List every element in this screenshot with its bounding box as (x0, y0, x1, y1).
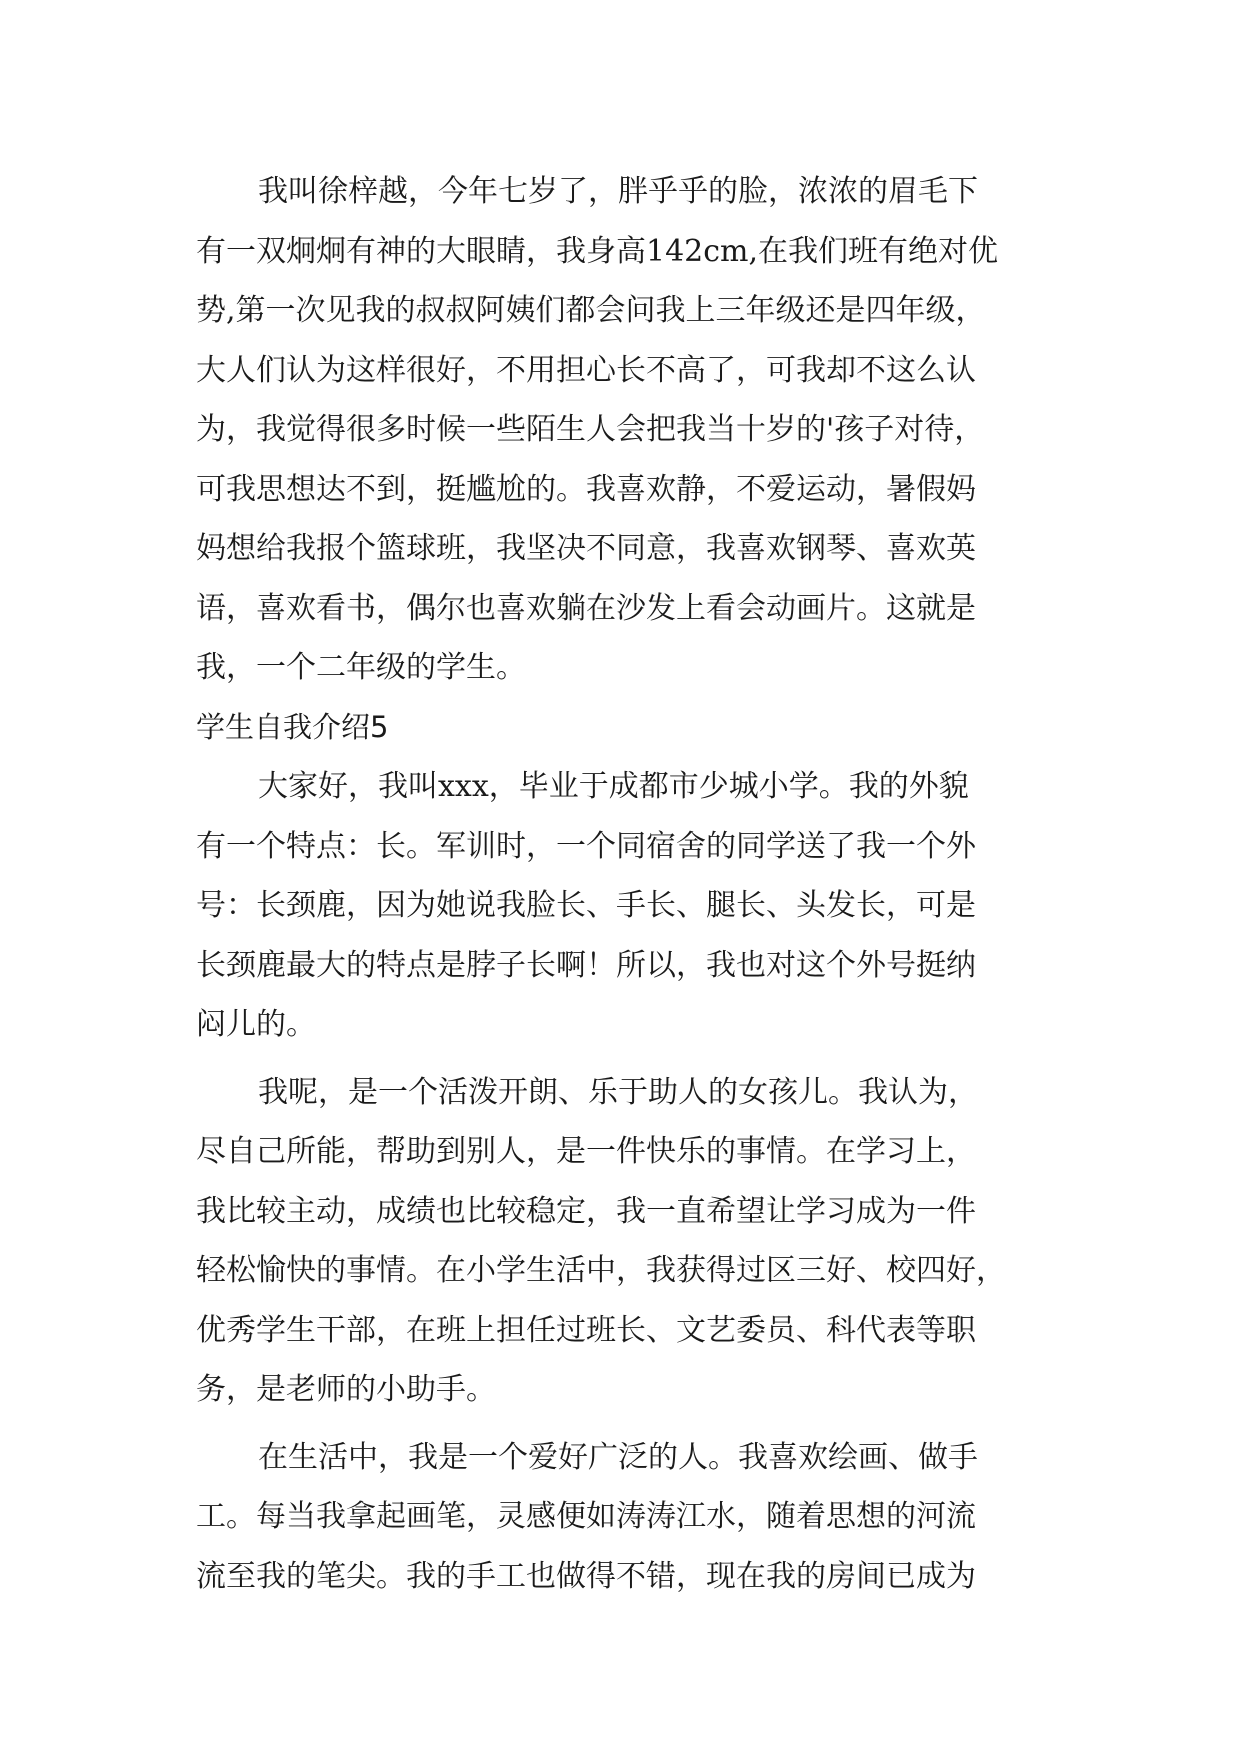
document-body (196, 162, 1096, 1606)
paragraph-spacer (196, 1420, 1096, 1428)
paragraph-line: 优秀学生干部，在班上担任过班长、文艺委员、科代表等职 (196, 1312, 976, 1348)
paragraph-line: 号：长颈鹿，因为她说我脸长、手长、腿长、头发长，可是 (196, 888, 976, 923)
paragraph-line: 可我思想达不到，挺尴尬的。我喜欢静，不爱运动，暑假妈 (196, 471, 976, 507)
paragraph (196, 757, 1096, 1055)
paragraph (196, 1063, 1096, 1420)
paragraph-line: 有一个特点：长。军训时，一个同宿舍的同学送了我一个外 (196, 828, 976, 864)
paragraph-spacer (196, 1055, 1096, 1063)
paragraph-line: 妈想给我报个篮球班，我坚决不同意，我喜欢钢琴、喜欢英 (196, 531, 976, 566)
paragraph-line: 我，一个二年级的学生。 (196, 650, 526, 685)
paragraph-line: 大人们认为这样很好，不用担心长不高了，可我却不这么认 (196, 352, 976, 388)
paragraph (196, 1428, 1096, 1607)
paragraph-line: 我叫徐梓越，今年七岁了，胖乎乎的脸，浓浓的眉毛下 (258, 174, 978, 209)
paragraph-line: 势,第一次见我的叔叔阿姨们都会问我上三年级还是四年级， (196, 293, 986, 328)
paragraph-line: 我比较主动，成绩也比较稳定，我一直希望让学习成为一件 (196, 1193, 976, 1229)
paragraph-line: 尽自己所能，帮助到别人，是一件快乐的事情。在学习上， (196, 1134, 976, 1169)
paragraph (196, 162, 1096, 698)
paragraph-line: 大家好，我叫xxx，毕业于成都市少城小学。我的外貌 (258, 769, 969, 804)
paragraph-line: 有一双炯炯有神的大眼睛，我身高142cm,在我们班有绝对优 (196, 233, 999, 269)
paragraph-line: 工。每当我拿起画笔，灵感便如涛涛江水，随着思想的河流 (196, 1499, 976, 1534)
paragraph-line: 轻松愉快的事情。在小学生活中，我获得过区三好、校四好， (196, 1253, 1006, 1288)
paragraph-line: 我呢，是一个活泼开朗、乐于助人的女孩儿。我认为， (258, 1074, 978, 1110)
paragraph-line: 长颈鹿最大的特点是脖子长啊！所以，我也对这个外号挺纳 (196, 947, 976, 983)
paragraph-line: 务，是老师的小助手。 (196, 1372, 496, 1407)
paragraph-line: 流至我的笔尖。我的手工也做得不错，现在我的房间已成为 (196, 1558, 976, 1594)
paragraph-line: 在生活中，我是一个爱好广泛的人。我喜欢绘画、做手 (258, 1439, 978, 1475)
section-heading: 学生自我介绍5 (196, 709, 389, 744)
paragraph-line: 闷儿的。 (196, 1007, 316, 1042)
paragraph-line: 为，我觉得很多时候一些陌生人会把我当十岁的'孩子对待， (196, 412, 985, 447)
paragraph-line: 语，喜欢看书，偶尔也喜欢躺在沙发上看会动画片。这就是 (196, 590, 976, 626)
